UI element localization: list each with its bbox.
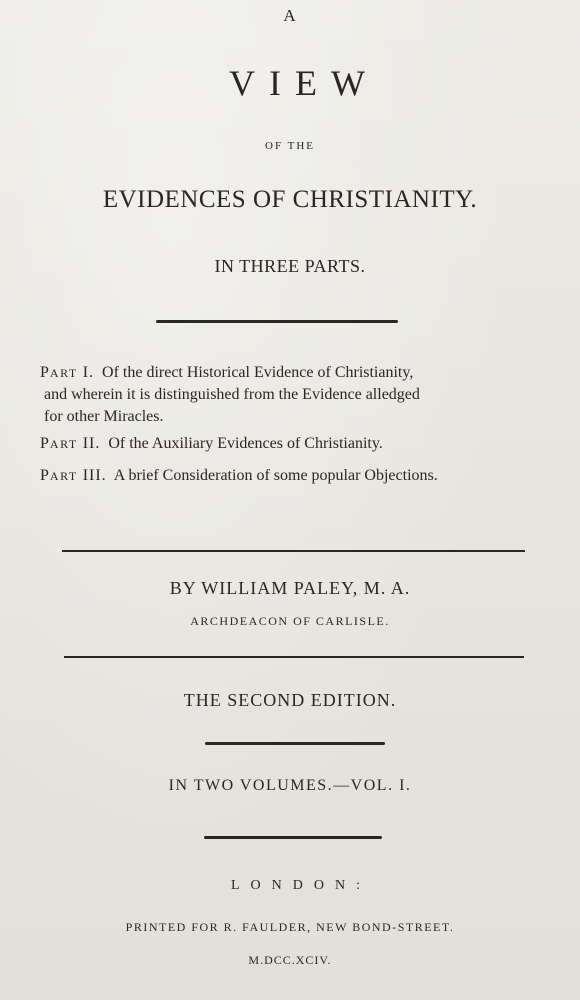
imprint-year: M.DCC.XCIV. [248, 953, 332, 967]
part-one-label: PART I. [40, 364, 95, 381]
part-three-line-1: A brief Consideration of some popular Objections. [113, 467, 438, 484]
part-two-line-1: Of the Auxiliary Evidences of Christianity. [108, 435, 383, 452]
part-one-line-1: Of the direct Historical Evidence of Christianity, [102, 364, 414, 381]
author-title: ARCHDEACON OF CARLISLE. [190, 614, 390, 628]
divider-rule-4 [205, 742, 385, 745]
part-one-line-2: and wherein it is distinguished from the Evidence alledged [44, 386, 420, 403]
divider-rule-3 [64, 656, 524, 658]
edition: THE SECOND EDITION. [183, 690, 397, 710]
title-article: A [283, 6, 297, 25]
part-three [40, 465, 540, 487]
author-byline: BY WILLIAM PALEY, M. A. [169, 578, 411, 598]
title-of-the: OF THE [265, 140, 315, 152]
subtitle: IN THREE PARTS. [214, 256, 366, 276]
part-two-label: PART II. [40, 435, 101, 452]
main-title: EVIDENCES OF CHRISTIANITY. [102, 186, 478, 213]
imprint-city: LONDON: [231, 878, 371, 893]
part-three-label: PART III. [40, 467, 107, 484]
divider-rule-1 [156, 320, 398, 323]
divider-rule-2 [62, 550, 525, 552]
part-one [40, 362, 540, 428]
part-two [40, 433, 540, 455]
divider-rule-5 [204, 836, 382, 839]
title-view: VIEW [229, 63, 379, 103]
part-one-line-3: for other Miracles. [44, 408, 164, 425]
volumes: IN TWO VOLUMES.—VOL. I. [168, 777, 412, 794]
parts-list [40, 362, 540, 487]
imprint-printer: PRINTED FOR R. FAULDER, NEW BOND-STREET. [125, 920, 455, 934]
